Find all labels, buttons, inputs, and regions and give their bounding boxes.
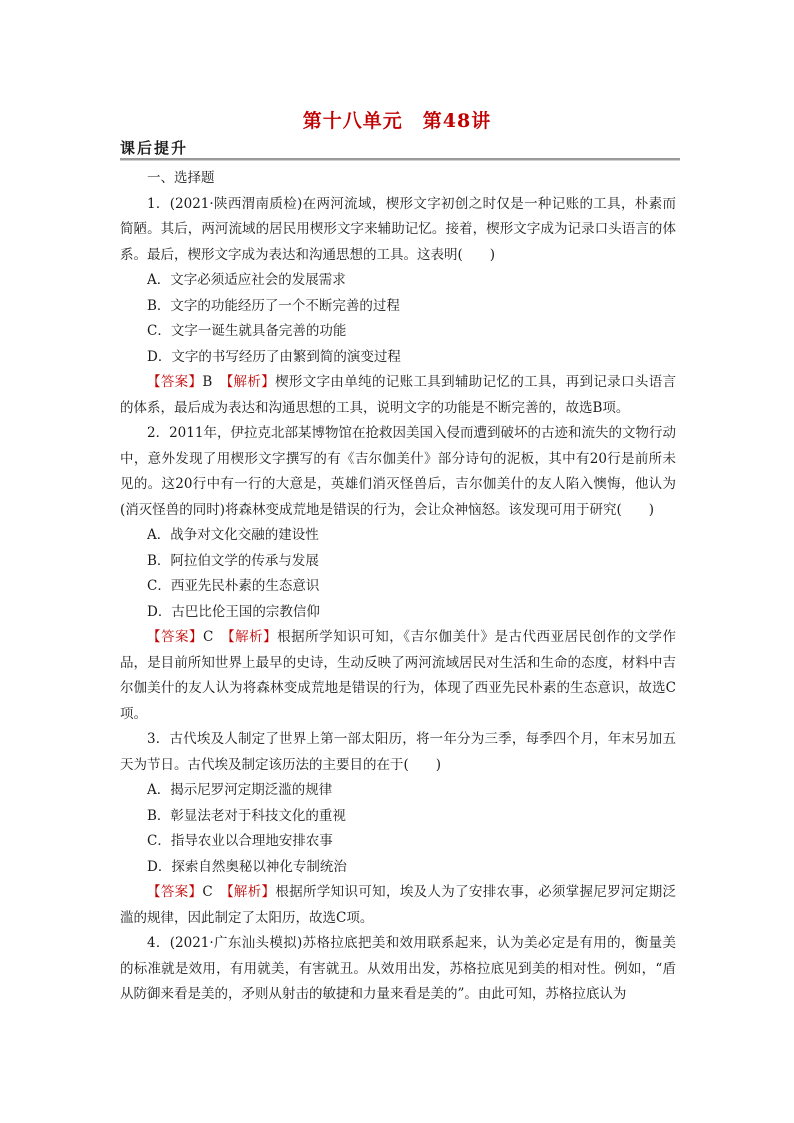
answer-value: C (202, 884, 213, 900)
answer-value: B (202, 374, 213, 390)
answer-label: 【答案】 (147, 884, 203, 900)
section-divider (120, 158, 680, 161)
answer-block (120, 370, 676, 421)
analysis-text: 根据所学知识可知，埃及人为了安排农事，必须掌握尼罗河定期泛滥的规律，因此制定了太阳历，故选C项。 (120, 884, 677, 926)
option-d: D．探索自然奥秘以神化专制统治 (147, 858, 347, 875)
question-stem: 4．(2021·广东汕头模拟)苏格拉底把美和效用联系起来，认为美必定是有用的，衡量美的标准就是效用，有用就美，有害就丑。从效用出发，苏格拉底见到美的相对性。例如，“盾从防御来看是美的，矛则从射击的敏捷和力量来看是美的”。由此可知，苏格拉底认为 (120, 935, 676, 1002)
option-b: B．彰显法老对于科技文化的重视 (147, 807, 346, 824)
section-header: 课后提升 (120, 139, 189, 157)
analysis-text: 楔形文字由单纯的记账工具到辅助记忆的工具，再到记录口头语言的体系，最后成为表达和沟通思想的工具，说明文字的功能是不断完善的，故选B项。 (120, 374, 677, 416)
part-heading: 一、选择题 (147, 170, 215, 186)
analysis-label: 【解析】 (227, 629, 278, 645)
option-c: C．西亚先民朴素的生态意识 (147, 578, 320, 594)
document-body (120, 166, 676, 1008)
answer-block (120, 880, 676, 931)
question-stem: 1．(2021·陕西渭南质检)在两河流域，楔形文字初创之时仅是一种记账的工具，朴素而简陋。其后，两河流域的居民用楔形文字来辅助记忆。接着，楔形文字成为记录口头语言的体系。最后，楔形文字成为表达和沟通思想的工具。这表明( ) (120, 195, 676, 263)
question-stem: 2．2011年，伊拉克北部某博物馆在抢救因美国入侵而遭到破坏的古迹和流失的文物行动中，意外发现了用楔形文字撰写的有《吉尔伽美什》部分诗句的泥板，其中有20行是前所未见的。这20行中有一行的大意是，英雄们消灭怪兽后，吉尔伽美什的友人陷入懊悔，他认为(消灭怪兽的同时)将森林变成荒地是错误的行为，会让众神恼怒。该发现可用于研究( ) (120, 425, 676, 518)
answer-label: 【答案】 (147, 629, 204, 645)
option-a: A．文字必须适应社会的发展需求 (147, 272, 346, 288)
option-a: A．战争对文化交融的建设性 (147, 527, 319, 543)
answer-label: 【答案】 (147, 374, 203, 390)
option-c: C．指导农业以合理地安排农事 (147, 833, 333, 849)
page-title: 第十八单元 第48讲 (302, 110, 492, 132)
question-stem: 3．古代埃及人制定了世界上第一部太阳历，将一年分为三季，每季四个月，年末另加五天为节日。古代埃及制定该历法的主要目的在于( ) (120, 731, 676, 773)
option-b: B．文字的功能经历了一个不断完善的过程 (147, 297, 400, 314)
analysis-text: 根据所学知识可知，《吉尔伽美什》是古代西亚居民创作的文学作品，是目前所知世界上最早的史诗，生动反映了两河流域居民对生活和生命的态度，材料中吉尔伽美什的友人认为将森林变成荒地是错误的行为，体现了西亚先民朴素的生态意识，故选C项。 (120, 629, 677, 722)
option-d: D．古巴比伦王国的宗教信仰 (147, 603, 320, 620)
option-a: A．揭示尼罗河定期泛滥的规律 (147, 782, 333, 798)
answer-block (120, 625, 676, 727)
option-c: C．文字一诞生就具备完善的功能 (147, 323, 347, 339)
answer-value: C (203, 629, 214, 645)
option-d: D．文字的书写经历了由繁到简的演变过程 (147, 348, 401, 365)
analysis-label: 【解析】 (226, 374, 276, 390)
option-b: B．阿拉伯文学的传承与发展 (147, 552, 319, 569)
analysis-label: 【解析】 (226, 884, 276, 900)
